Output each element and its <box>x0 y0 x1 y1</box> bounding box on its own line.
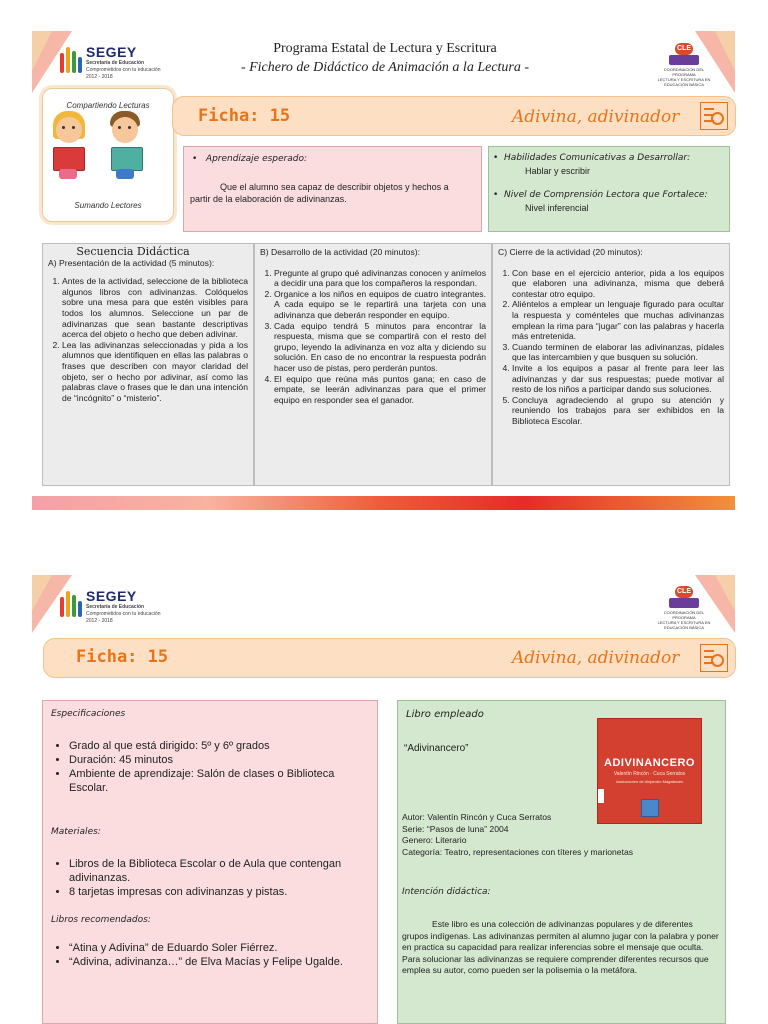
list-item: 4. Invite a los equipos a pasar al frente para leer las adivinanzas y dar sus respuestas; puede motivar al resto de los niños a participar dando sus soluciones. <box>512 363 724 395</box>
cle-logo-line3: LECTURA Y ESCRITURA EN <box>657 620 711 625</box>
secuencia-col-c <box>492 243 730 486</box>
aprendizaje-text: Que el alumno sea capaz de describir objetos y hechos a partir de la elaboración de adivinanzas. <box>190 182 449 204</box>
col-b-list <box>260 268 486 406</box>
list-item: 3. Cada equipo tendrá 5 minutos para encontrar la respuesta, misma que se compartirá con el resto del grupo, leyendo la adivinanza en voz alta y diciendo su solución. En caso de no encontrar la respuesta podrán hacer uso de pistas, pero perderán puntos. <box>274 321 486 374</box>
habilidades-box <box>488 146 730 232</box>
cle-logo-icon: CLE <box>667 586 701 608</box>
segey-logo-sub1: Secretaría de Educación <box>86 604 145 610</box>
cle-logo-line1: COORDINACIÓN DEL <box>663 67 705 72</box>
cle-logo <box>655 43 713 87</box>
libros-recomendados-title: Libros recomendados: <box>51 915 151 925</box>
segey-logo-sub1: Secretaría de Educación <box>86 60 145 66</box>
list-item: 1. Antes de la actividad, seleccione de la biblioteca algunos libros con adivinanzas. Colóquelos sobre una mesa para que estén visibles para todos los alumnos. Seleccione un par de adivinanzas que sean bastante descriptivas acerca del objeto o hecho que deben adivinar. <box>62 276 248 340</box>
aprendizaje-box <box>183 146 482 232</box>
book-cover-title: ADIVINANCERO <box>604 757 695 769</box>
header-deco-right-2 <box>715 31 735 71</box>
magnifier-list-icon <box>700 102 728 130</box>
materiales-list <box>51 857 369 899</box>
magnifier-list-icon <box>700 644 728 672</box>
intencion-title: Intención didáctica: <box>402 887 491 897</box>
list-item: 1. Con base en el ejercicio anterior, pida a los equipos que elaboren una adivinanza, misma que deberá contestar otro equipo. <box>512 268 724 300</box>
habilidades-value: Hablar y escribir <box>525 166 591 176</box>
list-item: 2. Lea las adivinanzas seleccionadas y pida a los alumnos que identifiquen en ellas las palabras o frases que describen con mayor claridad del objeto, ser o hecho por adivinar, así como las palabras clave o frases que le dan una intención de “incógnito” o “misterio”. <box>62 340 248 404</box>
program-title <box>200 41 570 76</box>
list-item: 3. Cuando terminen de elaborar las adivinanzas, pídales que las intercambien y que busquen su solución. <box>512 342 724 363</box>
page1-bottom-deco-bar <box>32 496 735 510</box>
cle-logo-line4: EDUCACIÓN BÁSICA <box>664 625 704 630</box>
segey-logo-sub2: Comprometidos con tu educación <box>86 67 161 73</box>
book-cover-image <box>597 718 702 824</box>
cle-logo-line3: LECTURA Y ESCRITURA EN <box>657 77 711 82</box>
list-item: • Duración: 45 minutos <box>69 753 369 767</box>
especificaciones-title: Especificaciones <box>51 709 126 719</box>
list-item: 5. Concluya agradeciendo al grupo su atención y reuniendo los trabajos para ser exhibidos en la Biblioteca Escolar. <box>512 395 724 427</box>
cle-logo-line2: PROGRAMA <box>672 615 696 620</box>
list-item: 4. El equipo que reúna más puntos gana; en caso de empate, se leerán adivinanzas para que el primer equipo en responder sea el ganador. <box>274 374 486 406</box>
col-a-list <box>48 276 248 403</box>
segey-logo <box>60 45 161 80</box>
cle-logo-line4: EDUCACIÓN BÁSICA <box>664 82 704 87</box>
segey-logo-name: SEGEY <box>86 44 137 60</box>
book-serie: Serie: “Pasos de luna” 2004 <box>402 823 509 834</box>
segey-logo <box>60 589 161 624</box>
book-genero: Genero: Literario <box>402 835 467 845</box>
secuencia-col-b <box>254 243 492 486</box>
segey-logo-icon <box>60 589 82 617</box>
segey-logo-sub2: Comprometidos con tu educación <box>86 611 161 617</box>
kids-illustration-panel <box>42 88 174 222</box>
materiales-title: Materiales: <box>51 827 101 837</box>
col-a-title: A) Presentación de la actividad (5 minutos): <box>48 257 215 268</box>
list-item: 2. Organice a los niños en equipos de cuatro integrantes. A cada equipo se le repartirá una tarjeta con una adivinanza que deberán responder en equipo. <box>274 289 486 321</box>
program-title-line1: Programa Estatal de Lectura y Escritura <box>273 41 497 56</box>
habilidades-title: • Habilidades Comunicativas a Desarrollar: <box>493 153 691 163</box>
segey-logo-years: 2012 - 2018 <box>86 618 113 624</box>
book-cover-authors: Valentín Rincón · Cuca Serratos <box>613 771 686 777</box>
ficha-topic: Adivina, adivinador <box>512 648 680 668</box>
list-item: • “Adivina, adivinanza…” de Elva Macías y Felipe Ugalde. <box>69 955 369 969</box>
libro-empleado-title: Libro empleado <box>406 709 484 720</box>
list-item: • “Atina y Adivina” de Eduardo Soler Fiérrez. <box>69 941 369 955</box>
book-title: “Adivinancero” <box>404 743 469 754</box>
list-item: 2. Aliéntelos a emplear un lenguaje figurado para ocultar la respuesta y coménteles que muchas adivinanzas emplean la rima para “jugar” con las palabras y hacerla más entretenida. <box>512 299 724 341</box>
secuencia-col-a <box>42 243 254 486</box>
list-item: • Ambiente de aprendizaje: Salón de clases o Biblioteca Escolar. <box>69 767 369 795</box>
segey-logo-icon <box>60 45 82 73</box>
header-deco-left-2 <box>32 575 52 611</box>
cle-logo <box>655 586 713 630</box>
cle-logo-icon: CLE <box>667 43 701 65</box>
libros-recomendados-list <box>51 941 369 969</box>
book-categoria: Categoría: Teatro, representaciones con títeres y marionetas <box>402 846 634 857</box>
ficha-label: Ficha: 15 <box>76 647 169 667</box>
secuencia-heading: Secuencia Didáctica <box>76 245 190 258</box>
segey-logo-years: 2012 - 2018 <box>86 74 113 80</box>
segey-logo-name: SEGEY <box>86 588 137 604</box>
book-cover-subtitle: ilustraciones de Alejandro Magallanes <box>615 779 684 784</box>
nivel-value: Nivel inferencial <box>525 203 589 213</box>
list-item: • Libros de la Biblioteca Escolar o de Aula que contengan adivinanzas. <box>69 857 369 885</box>
program-title-line2: - Fichero de Didáctico de Animación a la Lectura - <box>240 60 530 75</box>
list-item: • Grado al que está dirigido: 5º y 6º grados <box>69 739 369 753</box>
especificaciones-box <box>42 700 378 1024</box>
cle-logo-line1: COORDINACIÓN DEL <box>663 610 705 615</box>
col-b-title: B) Desarrollo de la actividad (20 minutos): <box>260 247 421 257</box>
header-deco-left-2 <box>32 31 52 71</box>
col-c-title: C) Cierre de la actividad (20 minutos): <box>498 247 643 257</box>
list-item: 1. Pregunte al grupo qué adivinanzas conocen y anímelos a decidir una para que los compañeros la respondan. <box>274 268 486 289</box>
cle-logo-line2: PROGRAMA <box>672 72 696 77</box>
book-autor: Autor: Valentín Rincón y Cuca Serratos <box>402 812 552 822</box>
book-cover-cube-icon <box>641 799 659 817</box>
nivel-title: • Nivel de Comprensión Lectora que Fortalece: <box>493 190 708 200</box>
header-deco-right-2 <box>715 575 735 611</box>
list-item: • 8 tarjetas impresas con adivinanzas y pistas. <box>69 885 369 899</box>
book-cover-strip <box>598 789 604 803</box>
intencion-text: Este libro es una colección de adivinanzas populares y de diferentes grupos indígenas. Las adivinanzas permiten al alumno jugar con la palabra y poner en practica su capacidad para realizar inferencias sobre el mensaje que oculta. Para solucionar las adivinanzas se requiere comprender diferentes recursos que emplea su autor, como pueden ser la polisemia o la metáfora. <box>402 919 719 975</box>
kids-caption-bottom: Sumando Lectores <box>74 201 142 210</box>
ficha-topic: Adivina, adivinador <box>512 107 680 127</box>
aprendizaje-title: • Aprendizaje esperado: <box>192 154 308 164</box>
ficha-label: Ficha: 15 <box>198 106 291 126</box>
col-c-list <box>498 268 724 427</box>
kids-caption-top: Compartiendo Lecturas <box>66 101 150 110</box>
especificaciones-list <box>51 739 369 795</box>
